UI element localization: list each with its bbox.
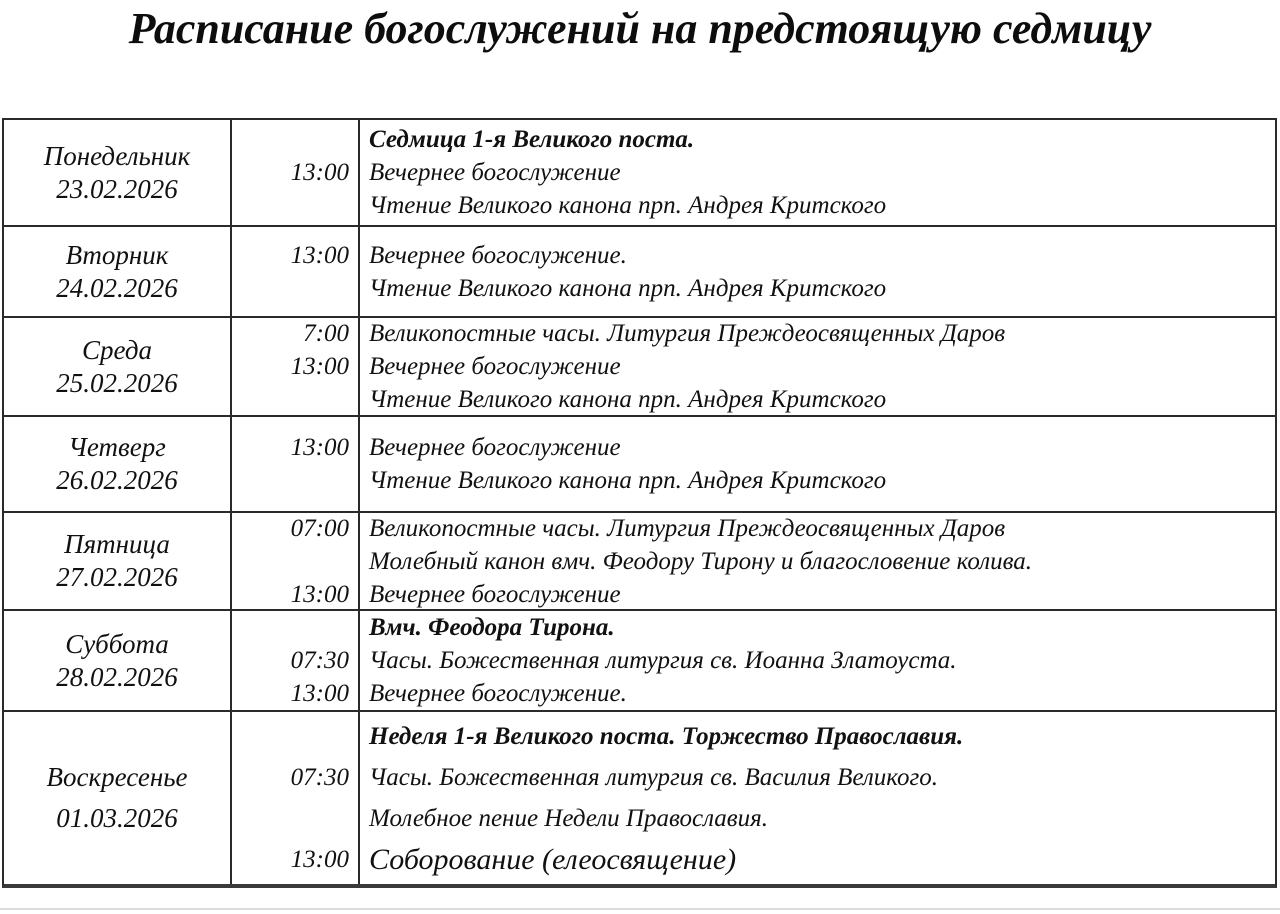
day-date: 25.02.2026: [56, 367, 178, 398]
service-line: Вечернее богослужение: [369, 353, 621, 380]
day-date: 27.02.2026: [56, 562, 178, 592]
day-name: Четверг: [68, 432, 166, 462]
service-line: Вечернее богослужение: [369, 580, 621, 608]
day-name: Понедельник: [43, 140, 191, 171]
service-line: Вечернее богослужение: [369, 159, 621, 186]
day-date: 26.02.2026: [56, 465, 178, 495]
service-line: Чтение Великого канона прп. Андрея Критского: [369, 386, 887, 413]
day-date: 01.03.2026: [56, 803, 178, 833]
time-column: [232, 318, 360, 415]
time-entry: 13:00: [290, 434, 349, 461]
service-line: Чтение Великого канона прп. Андрея Критского: [369, 467, 887, 494]
service-line: Чтение Великого канона прп. Андрея Критского: [369, 274, 887, 302]
day-name: Воскресенье: [46, 762, 188, 792]
day-date: 23.02.2026: [56, 173, 178, 204]
service-line: Седмица 1-я Великого поста.: [369, 126, 695, 153]
time-column: [232, 513, 360, 609]
service-line: Великопостные часы. Литургия Преждеосвященных Даров: [369, 320, 1006, 347]
description-column: [360, 611, 1275, 710]
schedule-row: [4, 316, 1275, 415]
time-entry: [232, 545, 358, 578]
schedule-table: [2, 118, 1277, 888]
day-cell: [4, 120, 232, 225]
time-entry: [232, 383, 358, 416]
description-column: [360, 513, 1275, 609]
service-line: Молебное пение Недели Православия.: [369, 805, 769, 832]
day-cell: [4, 611, 232, 710]
time-column: [232, 120, 360, 225]
service-line: Соборование (елеосвящение): [369, 843, 737, 876]
day-name: Пятница: [64, 529, 170, 559]
time-entry: 13:00: [290, 846, 349, 873]
service-line: Вечернее богослужение.: [369, 680, 627, 707]
service-line: Вмч. Феодора Тирона.: [369, 614, 615, 641]
description-column: [360, 417, 1275, 511]
schedule-row: [4, 225, 1275, 316]
time-entry: 13:00: [290, 680, 349, 707]
schedule-row: [4, 511, 1275, 609]
day-cell: [4, 318, 232, 415]
time-entry: [232, 716, 358, 757]
day-cell: [4, 417, 232, 511]
service-line: Часы. Божественная литургия св. Иоанна Златоуста.: [369, 647, 957, 674]
time-column: [232, 611, 360, 710]
day-name: Среда: [82, 334, 152, 365]
service-line: Часы. Божественная литургия св. Василия Великого.: [369, 764, 939, 791]
day-cell: [4, 227, 232, 316]
time-column: [232, 417, 360, 511]
time-entry: 07:00: [290, 514, 349, 542]
time-entry: 13:00: [290, 159, 349, 186]
schedule-row: [4, 415, 1275, 511]
description-column: [360, 227, 1275, 316]
day-cell: [4, 513, 232, 609]
time-entry: 13:00: [290, 241, 349, 269]
time-entry: 13:00: [290, 353, 349, 380]
time-entry: 7:00: [303, 320, 349, 347]
day-cell: [4, 712, 232, 884]
description-column: [360, 318, 1275, 415]
day-date: 24.02.2026: [56, 272, 178, 303]
service-line: Великопостные часы. Литургия Преждеосвященных Даров: [369, 514, 1006, 542]
service-line: Неделя 1-я Великого поста. Торжество Православия.: [369, 723, 964, 750]
time-column: [232, 712, 360, 884]
schedule-row: [4, 120, 1275, 225]
schedule-row: [4, 710, 1275, 884]
time-entry: [232, 123, 358, 156]
service-line: Молебный канон вмч. Феодору Тирону и благословение колива.: [369, 547, 1033, 575]
time-entry: 07:30: [290, 647, 349, 674]
time-entry: 13:00: [290, 580, 349, 608]
service-line: Вечернее богослужение: [369, 434, 621, 461]
day-name: Суббота: [65, 628, 169, 659]
schedule-row: [4, 609, 1275, 710]
time-entry: [232, 189, 358, 222]
page-bottom-rule: [0, 908, 1280, 910]
day-date: 28.02.2026: [56, 661, 178, 692]
page-title: Расписание богослужений на предстоящую седмицу: [128, 4, 1152, 53]
day-name: Вторник: [65, 239, 169, 270]
service-line: Чтение Великого канона прп. Андрея Критского: [369, 192, 887, 219]
description-column: [360, 712, 1275, 884]
description-column: [360, 120, 1275, 225]
service-line: Вечернее богослужение.: [369, 241, 627, 269]
time-entry: [232, 272, 358, 305]
time-entry: [232, 798, 358, 839]
time-entry: 07:30: [290, 764, 349, 791]
time-column: [232, 227, 360, 316]
time-entry: [232, 611, 358, 644]
time-entry: [232, 464, 358, 497]
